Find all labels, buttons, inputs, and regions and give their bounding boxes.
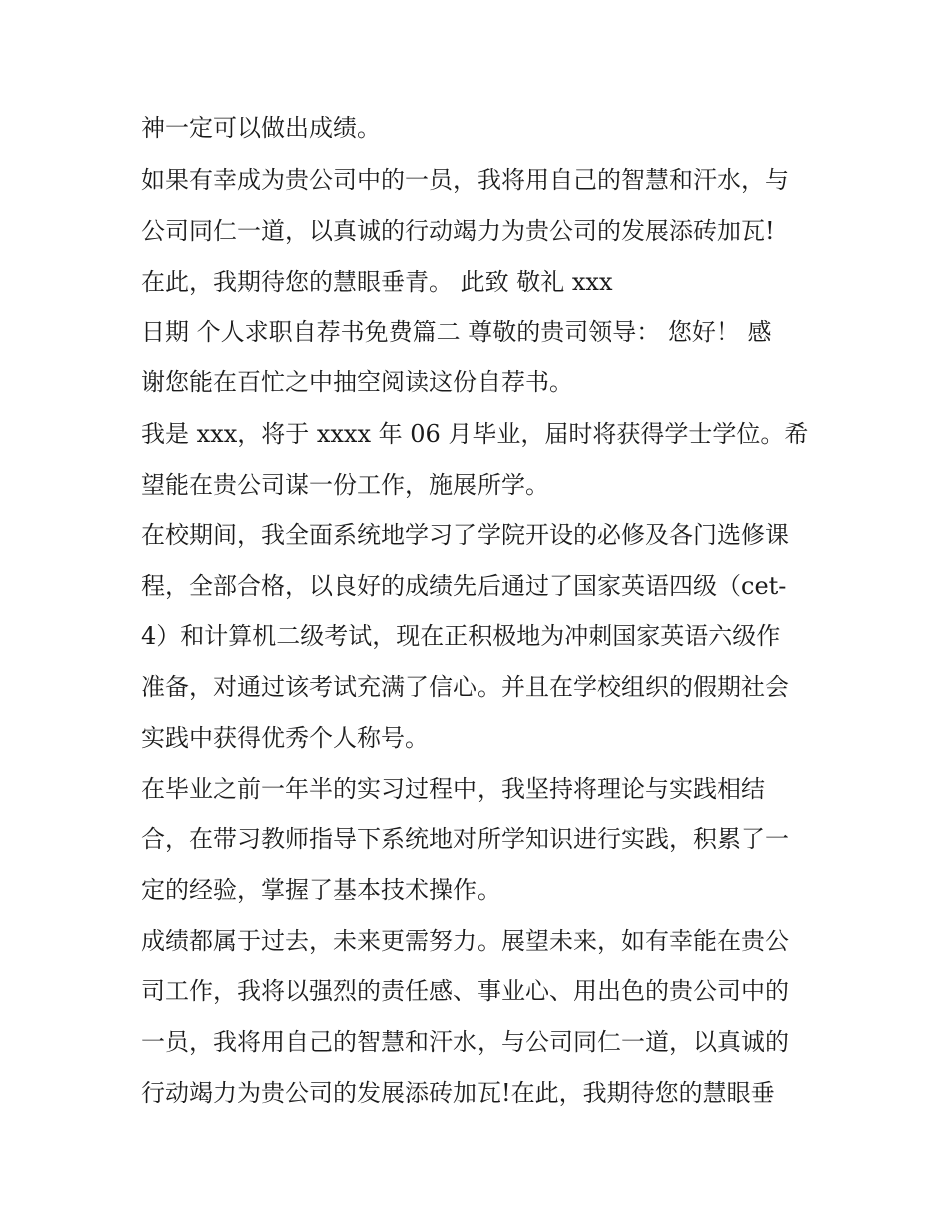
text-line: 神一定可以做出成绩。 (141, 114, 381, 142)
text-line: 行动竭力为贵公司的发展添砖加瓦!在此，我期待您的慧眼垂 (141, 1079, 775, 1107)
text-line: 一员，我将用自己的智慧和汗水，与公司同仁一道，以真诚的 (141, 1028, 789, 1056)
text-line: 4）和计算机二级考试，现在正积极地为冲刺国家英语六级作 (141, 622, 781, 650)
text-line: 在毕业之前一年半的实习过程中，我坚持将理论与实践相结 (141, 775, 765, 803)
text-line: 程，全部合格，以良好的成绩先后通过了国家英语四级（cet- (141, 572, 787, 600)
text-line: 准备，对通过该考试充满了信心。并且在学校组织的假期社会 (141, 673, 789, 701)
text-line: 合，在带习教师指导下系统地对所学知识进行实践，积累了一 (141, 825, 789, 853)
text-line: 如果有幸成为贵公司中的一员，我将用自己的智慧和汗水，与 (141, 166, 789, 194)
text-line: 司工作，我将以强烈的责任感、事业心、用出色的贵公司中的 (141, 977, 789, 1005)
text-line: 实践中获得优秀个人称号。 (141, 724, 429, 752)
text-line: 定的经验，掌握了基本技术操作。 (141, 876, 501, 904)
text-line: 公司同仁一道，以真诚的行动竭力为贵公司的发展添砖加瓦! (141, 217, 775, 245)
text-line: 我是 xxx，将于 xxxx 年 06 月毕业，届时将获得学士学位。希 (141, 420, 809, 448)
text-line: 望能在贵公司谋一份工作，施展所学。 (141, 471, 549, 499)
text-line: 日期 个人求职自荐书免费篇二 尊敬的贵司领导： 您好！ 感 (141, 318, 772, 346)
text-line: 成绩都属于过去，未来更需努力。展望未来，如有幸能在贵公 (141, 927, 789, 955)
text-line: 谢您能在百忙之中抽空阅读这份自荐书。 (141, 368, 573, 396)
text-line: 在校期间，我全面系统地学习了学院开设的必修及各门选修课 (141, 521, 789, 549)
text-line: 在此，我期待您的慧眼垂青。 此致 敬礼 xxx (141, 268, 613, 296)
